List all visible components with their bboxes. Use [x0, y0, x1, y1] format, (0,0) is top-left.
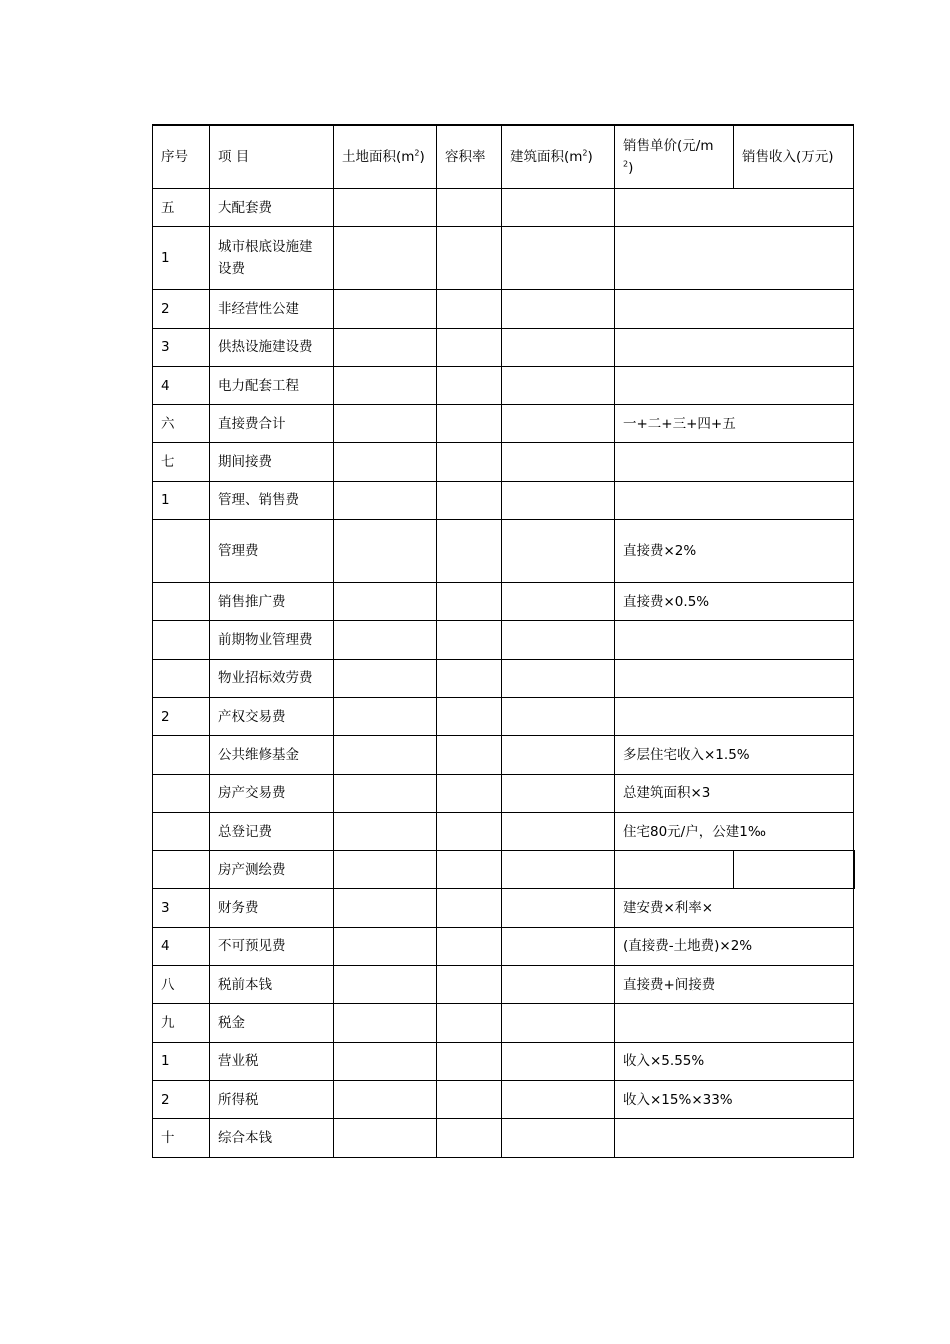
row-item: 物业招标效劳费: [210, 659, 334, 697]
row-seq: 2: [153, 1080, 210, 1118]
row-seq: [153, 736, 210, 774]
row-seq: 九: [153, 1004, 210, 1042]
table-row: [153, 189, 854, 227]
row-item: 大配套费: [210, 189, 334, 227]
row-item: 前期物业管理费: [210, 621, 334, 659]
row-seq: 3: [153, 328, 210, 366]
table-row: [153, 290, 854, 328]
row-item: 综合本钱: [210, 1119, 334, 1157]
table-row: [153, 227, 854, 290]
row-note-extra: [734, 851, 854, 889]
table-row: [153, 366, 854, 404]
row-seq: 十: [153, 1119, 210, 1157]
row-seq: [153, 583, 210, 621]
table-row: [153, 659, 854, 697]
header-land-area: 土地面积$(m^2)$: [334, 125, 437, 189]
table-row: [153, 621, 854, 659]
row-note: 一+二+三+四+五: [615, 405, 854, 443]
table-row: [153, 1119, 854, 1157]
row-note: [615, 697, 854, 735]
header-revenue: 销售收入(万元): [734, 125, 854, 189]
row-seq: 六: [153, 405, 210, 443]
row-item: 直接费合计: [210, 405, 334, 443]
row-note: 直接费×2%: [615, 520, 854, 583]
row-note: 收入×5.55%: [615, 1042, 854, 1080]
row-note: [615, 189, 854, 227]
row-item: 营业税: [210, 1042, 334, 1080]
row-seq: [153, 851, 210, 889]
table-row: [153, 812, 854, 850]
row-item: 房产交易费: [210, 774, 334, 812]
row-note: 多层住宅收入×1.5%: [615, 736, 854, 774]
row-seq: 1: [153, 1042, 210, 1080]
table-row: [153, 481, 854, 519]
row-note: 收入×15%×33%: [615, 1080, 854, 1118]
table-row: [153, 328, 854, 366]
table-row: [153, 520, 854, 583]
header-row: [153, 125, 854, 189]
row-item: 税金: [210, 1004, 334, 1042]
row-item: 所得税: [210, 1080, 334, 1118]
row-item: 管理费: [210, 520, 334, 583]
row-note: [615, 851, 734, 889]
row-seq: 八: [153, 966, 210, 1004]
table-row: [153, 1080, 854, 1118]
row-note: [615, 481, 854, 519]
table-row: [153, 966, 854, 1004]
table-row: [153, 405, 854, 443]
row-seq: 3: [153, 889, 210, 927]
row-note: 建安费×利率×: [615, 889, 854, 927]
row-note: 住宅80元/户，公建1‰: [615, 812, 854, 850]
row-seq: [153, 659, 210, 697]
row-seq: 4: [153, 366, 210, 404]
row-item: 期间接费: [210, 443, 334, 481]
row-item: 房产测绘费: [210, 851, 334, 889]
row-item: 供热设施建设费: [210, 328, 334, 366]
table-row: [153, 927, 854, 965]
row-seq: 2: [153, 697, 210, 735]
table-row: [153, 774, 854, 812]
row-note: [615, 227, 854, 290]
header-build-area: 建筑面积$(m^2)$: [502, 125, 615, 189]
row-item: 不可预见费: [210, 927, 334, 965]
table-row: [153, 583, 854, 621]
header-far: 容积率: [437, 125, 502, 189]
row-seq: [153, 621, 210, 659]
row-item: 产权交易费: [210, 697, 334, 735]
row-note: 总建筑面积×3: [615, 774, 854, 812]
table-row: [153, 1004, 854, 1042]
row-seq: 1: [153, 227, 210, 290]
row-seq: 七: [153, 443, 210, 481]
row-note: [615, 1004, 854, 1042]
table-row: [153, 851, 854, 889]
row-item: 城市根底设施建设费: [210, 227, 334, 290]
row-seq: 2: [153, 290, 210, 328]
row-note: [615, 443, 854, 481]
cost-table: [152, 124, 855, 1158]
row-note: (直接费-土地费)×2%: [615, 927, 854, 965]
row-seq: [153, 520, 210, 583]
row-note: [615, 621, 854, 659]
table-row: [153, 736, 854, 774]
table-row: [153, 1042, 854, 1080]
row-item: 税前本钱: [210, 966, 334, 1004]
row-seq: 1: [153, 481, 210, 519]
row-seq: 五: [153, 189, 210, 227]
row-note: [615, 1119, 854, 1157]
row-item: 非经营性公建: [210, 290, 334, 328]
header-item: 项 目: [210, 125, 334, 189]
row-note: [615, 328, 854, 366]
row-item: 电力配套工程: [210, 366, 334, 404]
table-body: [153, 189, 854, 1158]
row-item: 总登记费: [210, 812, 334, 850]
table-row: [153, 889, 854, 927]
row-item: 销售推广费: [210, 583, 334, 621]
row-note: [615, 290, 854, 328]
header-seq: 序号: [153, 125, 210, 189]
row-seq: [153, 774, 210, 812]
row-note: 直接费×0.5%: [615, 583, 854, 621]
row-seq: [153, 812, 210, 850]
table-row: [153, 697, 854, 735]
header-price: 销售单价(元/m $^2$): [615, 125, 734, 189]
row-seq: 4: [153, 927, 210, 965]
row-item: 公共维修基金: [210, 736, 334, 774]
row-note: [615, 659, 854, 697]
table-row: [153, 443, 854, 481]
row-note: [615, 366, 854, 404]
row-item: 财务费: [210, 889, 334, 927]
row-note: 直接费+间接费: [615, 966, 854, 1004]
row-item: 管理、销售费: [210, 481, 334, 519]
